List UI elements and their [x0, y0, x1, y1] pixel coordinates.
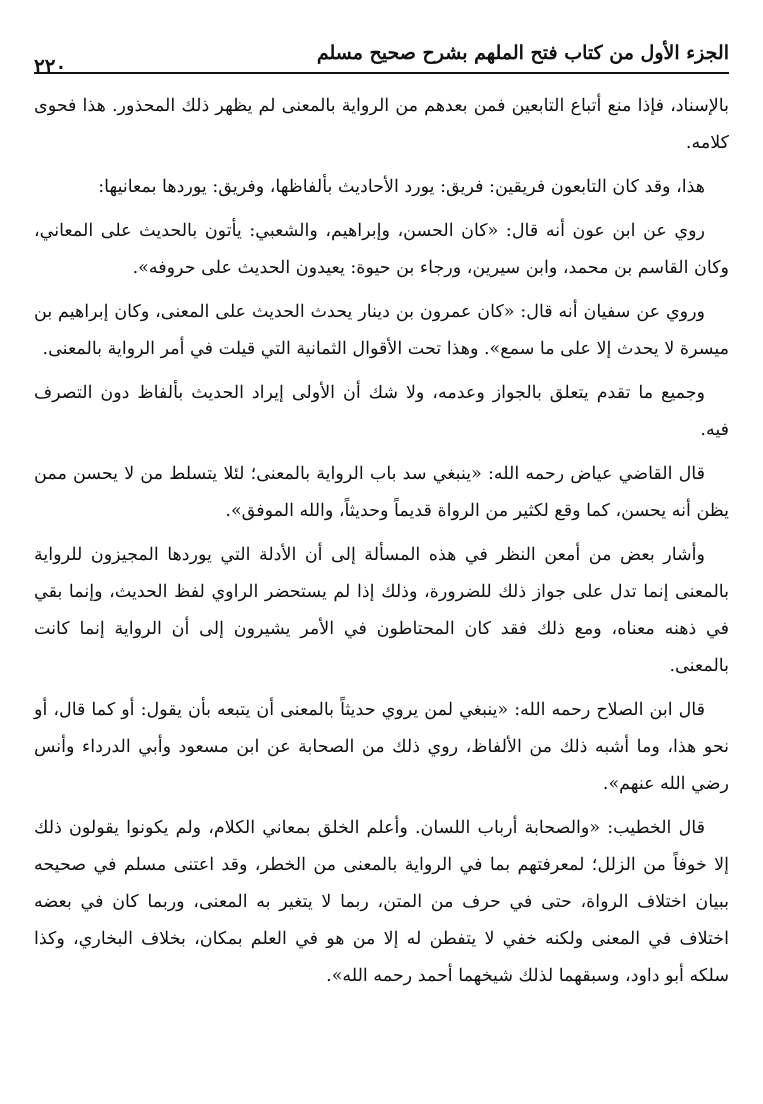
- paragraph: وروي عن سفيان أنه قال: «كان عمرون بن دينار يحدث الحديث على المعنى، وكان إبراهيم بن ميسرة لا يحدث إلا على ما سمع». وهذا تحت الأقوال الثمانية التي قيلت في أمر الرواية بالمعنى.: [34, 302, 729, 359]
- paragraph: بالإسناد، فإذا منع أتباع التابعين فمن بعدهم من الرواية بالمعنى لم يظهر ذلك المحذور. هذا فحوى كلامه.: [34, 96, 729, 153]
- paragraph: قال ابن الصلاح رحمه الله: «ينبغي لمن يروي حديثاً بالمعنى أن يتبعه بأن يقول: أو كما قال، أو نحو هذا، وما أشبه ذلك من الألفاظ، روي ذلك من الصحابة عن ابن مسعود وأبي الدرداء وأنس رضي الله عنهم».: [34, 700, 729, 794]
- paragraph: روي عن ابن عون أنه قال: «كان الحسن، وإبراهيم، والشعبي: يأتون بالحديث على المعاني، وكان القاسم بن محمد، وابن سيرين، ورجاء بن حيوة: يعيدون الحديث على حروفه».: [34, 221, 729, 278]
- paragraph: قال الخطيب: «والصحابة أرباب اللسان. وأعلم الخلق بمعاني الكلام، ولم يكونوا يقولون ذلك إلا خوفاً من الزلل؛ لمعرفتهم بما في الرواية بالمعنى من الخطر، وقد اعتنى مسلم في صحيحه ببيان اختلاف الرواة، حتى في حرف من المتن، ربما لا يتغير به المعنى، وربما كان في بعضه اختلاف في المعنى ولكنه خفي لا يتفطن له إلا من هو في العلم بمكان، بخلاف البخاري، وكذا سلكه أبو داود، وسبقهما لذلك شيخهما أحمد رحمه الله».: [34, 818, 729, 986]
- page-number: ٢٢٠: [34, 54, 67, 78]
- body-text: [34, 88, 729, 1002]
- header-rule: [34, 72, 729, 74]
- paragraph: هذا، وقد كان التابعون فريقين: فريق: يورد الأحاديث بألفاظها، وفريق: يوردها بمعانيها:: [98, 177, 705, 197]
- paragraph: وأشار بعض من أمعن النظر في هذه المسألة إلى أن الأدلة التي يوردها المجيزون للرواية بالمعنى إنما تدل على جواز ذلك للضرورة، وذلك إذا لم يستحضر الراوي لفظ الحديث، وإنما بقي في ذهنه معناه، ومع ذلك فقد كان المحتاطون في الأمر يشيرون إلى أن الرواية إنما كانت بالمعنى.: [34, 545, 729, 676]
- header-title: الجزء الأول من كتاب فتح الملهم بشرح صحيح مسلم: [316, 42, 729, 64]
- paragraph: قال القاضي عياض رحمه الله: «ينبغي سد باب الرواية بالمعنى؛ لئلا يتسلط من لا يحسن ممن يظن أنه يحسن، كما وقع لكثير من الرواة قديماً وحديثاً، والله الموفق».: [34, 464, 729, 521]
- paragraph: وجميع ما تقدم يتعلق بالجواز وعدمه، ولا شك أن الأولى إيراد الحديث بألفاظ دون التصرف فيه.: [34, 383, 729, 440]
